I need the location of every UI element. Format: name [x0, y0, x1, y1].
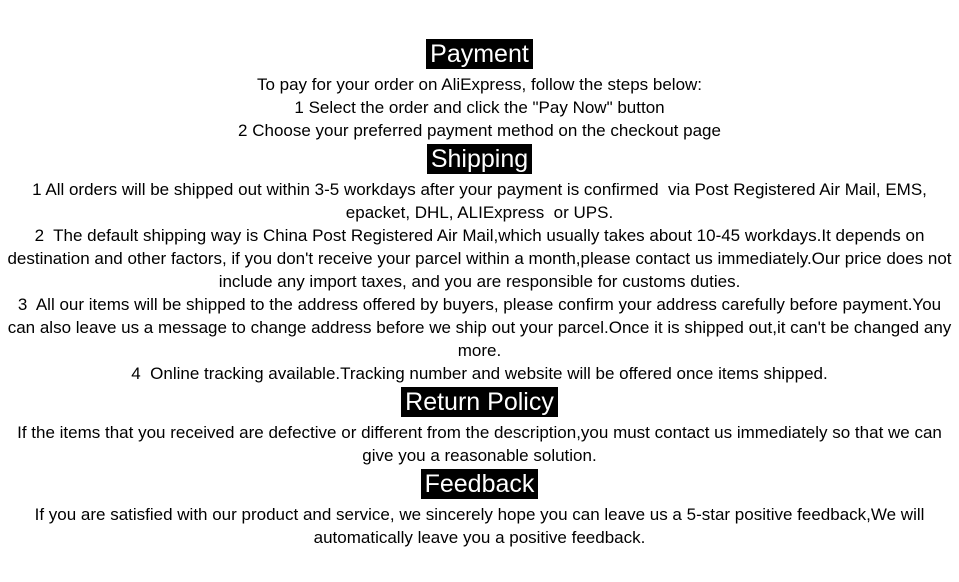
section-shipping [7, 144, 957, 385]
payment-intro-text: To pay for your order on AliExpress, follow the steps below: [256, 75, 703, 94]
shipping-item-4-text: 4 Online tracking available.Tracking number and website will be offered once items shipped. [131, 364, 828, 383]
feedback-heading [7, 469, 952, 499]
shipping-heading-label: Shipping [427, 144, 532, 174]
shipping-item-1-text: 1 All orders will be shipped out within 3-5 workdays after your payment is confirmed via Post Registered Air Mail, EMS, epacket, DHL, ALIExpress or UPS. [32, 180, 932, 222]
section-feedback [7, 469, 952, 549]
shipping-heading [7, 144, 952, 174]
feedback-heading-label: Feedback [421, 469, 539, 499]
shipping-item-2-text: 2 The default shipping way is China Post Registered Air Mail,which usually takes about 10-45 workdays.It depends on destination and other factors, if you don't receive your parcel within a month,please contact us immediately.Our price does not include any import taxes, and you are responsible for customs duties. [7, 226, 957, 291]
section-payment [7, 39, 952, 142]
payment-heading [7, 39, 952, 69]
shipping-item-3-text: 3 All our items will be shipped to the address offered by buyers, please confirm your address carefully before payment.You can also leave us a message to change address before we ship out your parcel.Once it is shipped out,it can't be changed any more. [7, 295, 957, 360]
payment-heading-label: Payment [426, 39, 533, 69]
payment-step-2-text: 2 Choose your preferred payment method on the checkout page [238, 121, 721, 140]
section-return-policy [7, 387, 952, 467]
return-policy-heading [7, 387, 952, 417]
feedback-text: If you are satisfied with our product and service, we sincerely hope you can leave us a 5-star positive feedback,We will automatically leave you a positive feedback. [34, 505, 930, 547]
return-policy-heading-label: Return Policy [401, 387, 558, 417]
payment-step-1-text: 1 Select the order and click the "Pay Now" button [294, 98, 665, 117]
return-policy-text: If the items that you received are defective or different from the description,you must contact us immediately so that we can give you a reasonable solution. [17, 423, 947, 465]
